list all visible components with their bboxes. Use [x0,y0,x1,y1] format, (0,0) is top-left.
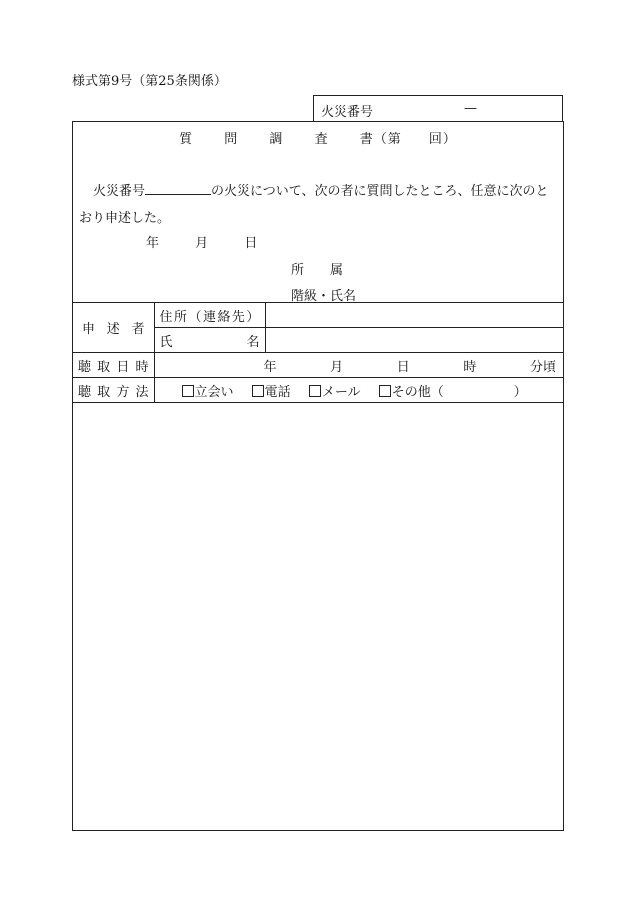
statement-line-1 [93,180,549,199]
year-unit: 年 [263,359,277,375]
method-option-attendance[interactable]: 立会い [182,385,234,400]
method-option-other[interactable]: その他（ ） [379,385,527,400]
checkbox-icon[interactable] [309,385,321,397]
hearing-datetime-field[interactable] [154,353,563,378]
statement-text: の火災について、次の者に質問したところ、任意に次のと [211,184,549,199]
questioning-form [72,121,564,831]
title-char: 査 [314,132,329,147]
address-field[interactable] [265,303,563,328]
title-char: 調 [269,132,284,147]
method-option-phone[interactable]: 電話 [252,385,291,400]
hour-unit: 時 [463,359,477,375]
statement-body-area[interactable] [73,409,563,829]
year-unit: 年 [146,236,160,251]
fire-number-label: 火災番号 [321,105,374,120]
statement-date [146,232,257,251]
form-title [73,128,563,147]
statement-line-2: おり申述した。 [79,211,171,226]
rank-name-label: 階級・氏名 [291,289,357,304]
hearing-method-field [154,378,563,403]
title-char: 質 [179,132,194,147]
title-char: 問 [224,132,239,147]
title-char: 書（第 [359,132,402,147]
hearing-datetime-label: 聴 取 日 時 [73,353,154,378]
checkbox-icon[interactable] [379,385,391,397]
fire-number-box [313,95,563,121]
day-unit: 日 [244,236,258,251]
hearing-method-label: 聴 取 方 法 [73,378,154,403]
name-field[interactable] [265,328,563,353]
checkbox-icon[interactable] [252,385,264,397]
minute-unit: 分頃 [529,359,556,375]
form-number-label: 様式第9号（第25条関係） [72,74,227,89]
name-label: 氏 名 [154,328,265,353]
day-unit: 日 [396,359,410,375]
address-label: 住 所 （ 連 絡 先 ） [154,303,265,328]
affiliation-label: 所 属 [291,263,344,278]
info-table [73,302,563,403]
method-option-email[interactable]: メール [309,385,361,400]
statement-fire-number-label: 火災番号 [93,184,146,199]
declarant-label: 申 述 者 [73,303,154,353]
month-unit: 月 [330,359,344,375]
checkbox-icon[interactable] [182,385,194,397]
fire-number-blank[interactable] [145,182,211,195]
fire-number-dash: — [464,101,477,116]
month-unit: 月 [195,236,209,251]
title-char: 回） [428,132,457,147]
